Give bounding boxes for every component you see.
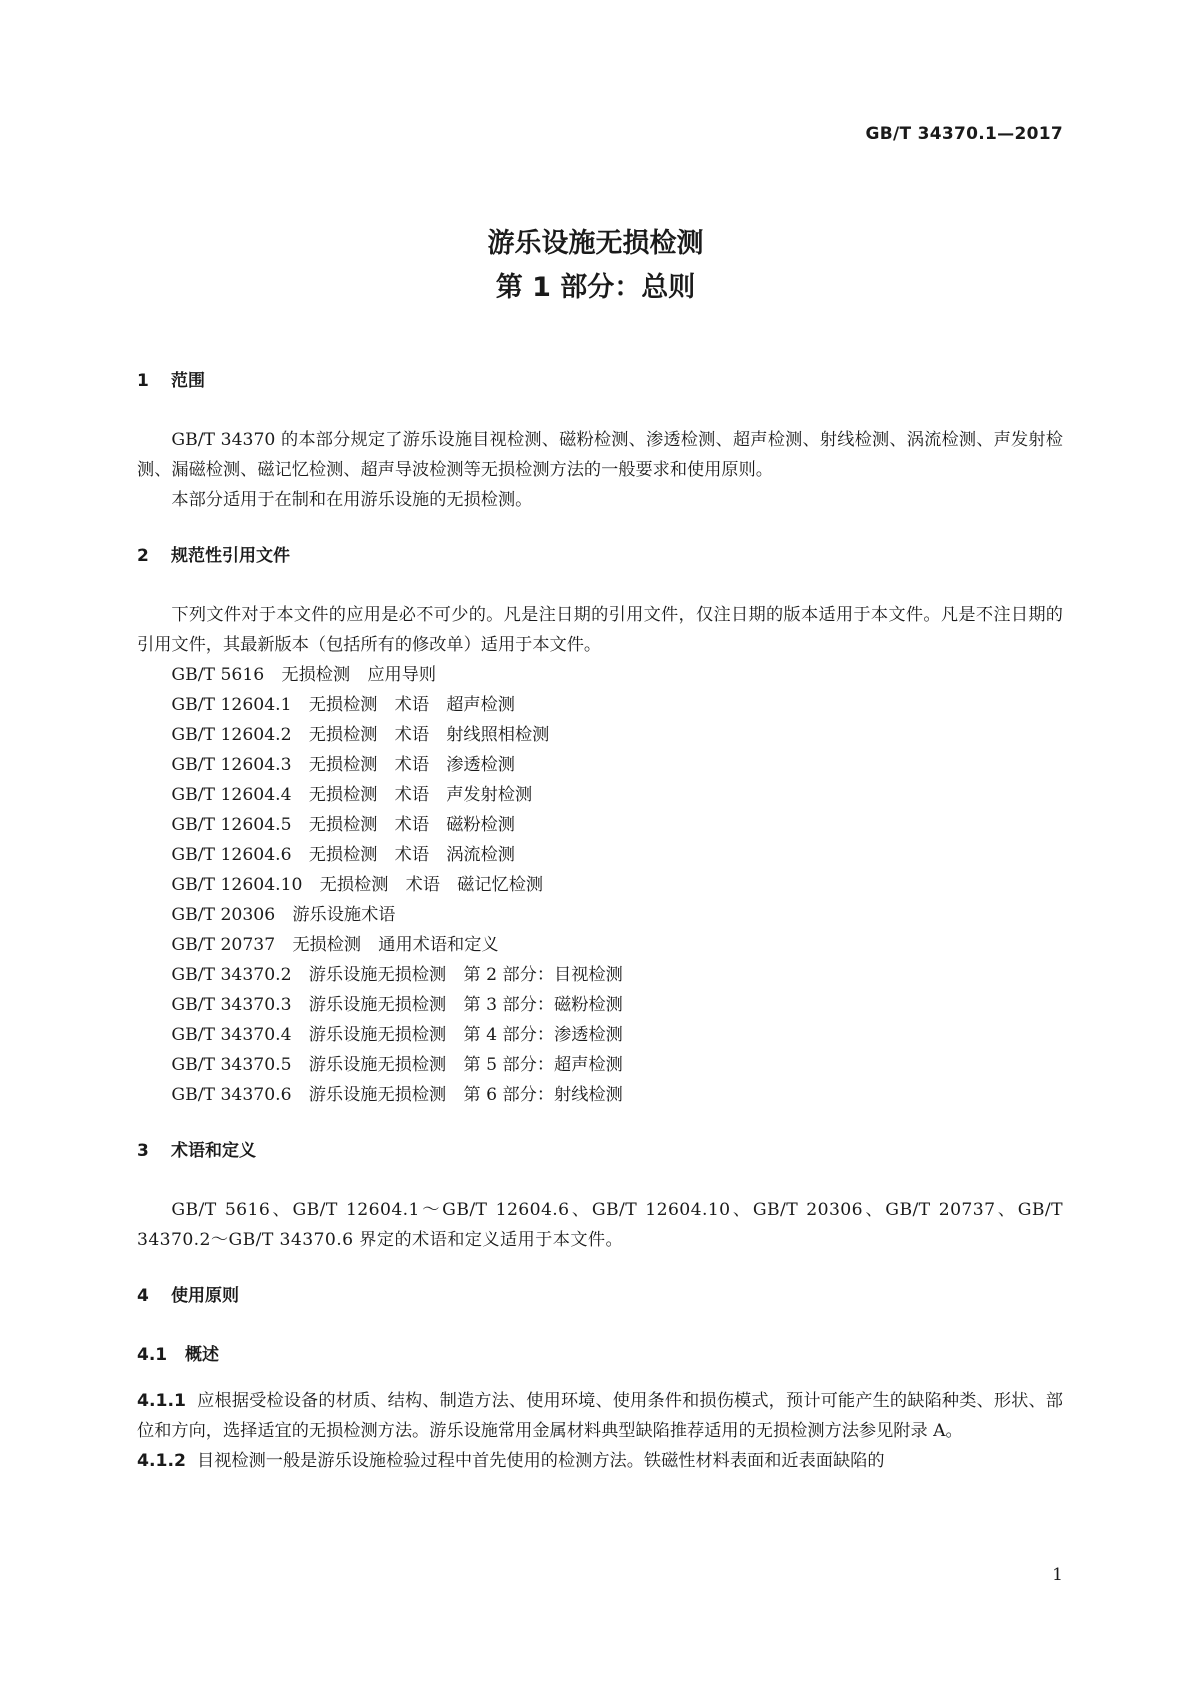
- standard-code: GB/T 34370.1—2017: [865, 124, 1063, 144]
- paragraph: 本部分适用于在制和在用游乐设施的无损检测。: [171, 490, 533, 510]
- reference-item: GB/T 34370.6 游乐设施无损检测 第 6 部分：射线检测: [171, 1085, 623, 1105]
- paragraph: GB/T 5616、GB/T 12604.1～GB/T 12604.6、GB/T 12604.10、GB/T 20306、GB/T 20737、GB/T 34370.2～GB/T 34370.6 界定的术语和定义适用于本文件。: [137, 1200, 1063, 1250]
- paragraph: 下列文件对于本文件的应用是必不可少的。凡是注日期的引用文件，仅注日期的版本适用于本文件。凡是不注日期的引用文件，其最新版本（包括所有的修改单）适用于本文件。: [137, 605, 1063, 655]
- reference-item: GB/T 12604.4 无损检测 术语 声发射检测: [171, 785, 533, 805]
- clause-4-1-2: [137, 1446, 1063, 1476]
- section-title: 规范性引用文件: [171, 546, 290, 566]
- clause-number: 4.1.1: [137, 1391, 186, 1411]
- section-title: 范围: [171, 371, 205, 391]
- reference-item: GB/T 34370.3 游乐设施无损检测 第 3 部分：磁粉检测: [171, 995, 623, 1015]
- document-body: [137, 366, 1063, 1476]
- clause-number: 4.1.2: [137, 1451, 186, 1471]
- section-number: 1: [137, 371, 149, 391]
- reference-item: GB/T 34370.5 游乐设施无损检测 第 5 部分：超声检测: [171, 1055, 623, 1075]
- reference-item: GB/T 5616 无损检测 应用导则: [171, 665, 437, 685]
- document-subtitle: 第 1 部分：总则: [495, 272, 696, 303]
- reference-item: GB/T 12604.2 无损检测 术语 射线照相检测: [171, 725, 550, 745]
- section-heading-normative-references: [137, 541, 1063, 571]
- section-number: 4: [137, 1286, 149, 1306]
- section-number: 2: [137, 546, 149, 566]
- reference-list: [137, 660, 1063, 1110]
- document-title: 游乐设施无损检测: [487, 228, 704, 259]
- clause-text: 目视检测一般是游乐设施检验过程中首先使用的检测方法。铁磁性材料表面和近表面缺陷的: [197, 1451, 885, 1471]
- reference-item: GB/T 12604.1 无损检测 术语 超声检测: [171, 695, 515, 715]
- page-number: 1: [1052, 1565, 1063, 1585]
- reference-item: GB/T 34370.4 游乐设施无损检测 第 4 部分：渗透检测: [171, 1025, 623, 1045]
- section-number: 3: [137, 1141, 149, 1161]
- section-heading-terms: [137, 1136, 1063, 1166]
- clause-text: 应根据受检设备的材质、结构、制造方法、使用环境、使用条件和损伤模式，预计可能产生的缺陷种类、形状、部位和方向，选择适宜的无损检测方法。游乐设施常用金属材料典型缺陷推荐适用的无损检测方法参见附录 A。: [137, 1391, 1063, 1441]
- paragraph: GB/T 34370 的本部分规定了游乐设施目视检测、磁粉检测、渗透检测、超声检测、射线检测、涡流检测、声发射检测、漏磁检测、磁记忆检测、超声导波检测等无损检测方法的一般要求和使用原则。: [137, 430, 1063, 480]
- reference-item: GB/T 20306 游乐设施术语: [171, 905, 396, 925]
- reference-item: GB/T 12604.5 无损检测 术语 磁粉检测: [171, 815, 515, 835]
- reference-item: GB/T 34370.2 游乐设施无损检测 第 2 部分：目视检测: [171, 965, 623, 985]
- subsection-heading-overview: [137, 1340, 1063, 1370]
- clause-4-1-1: [137, 1386, 1063, 1446]
- reference-item: GB/T 20737 无损检测 通用术语和定义: [171, 935, 499, 955]
- reference-item: GB/T 12604.6 无损检测 术语 涡流检测: [171, 845, 515, 865]
- section-heading-principles: [137, 1281, 1063, 1311]
- section-title: 使用原则: [171, 1286, 239, 1306]
- subsection-title: 概述: [185, 1345, 219, 1365]
- reference-item: GB/T 12604.3 无损检测 术语 渗透检测: [171, 755, 515, 775]
- subsection-number: 4.1: [137, 1345, 168, 1365]
- section-title: 术语和定义: [171, 1141, 256, 1161]
- section-heading-scope: [137, 366, 1063, 396]
- reference-item: GB/T 12604.10 无损检测 术语 磁记忆检测: [171, 875, 544, 895]
